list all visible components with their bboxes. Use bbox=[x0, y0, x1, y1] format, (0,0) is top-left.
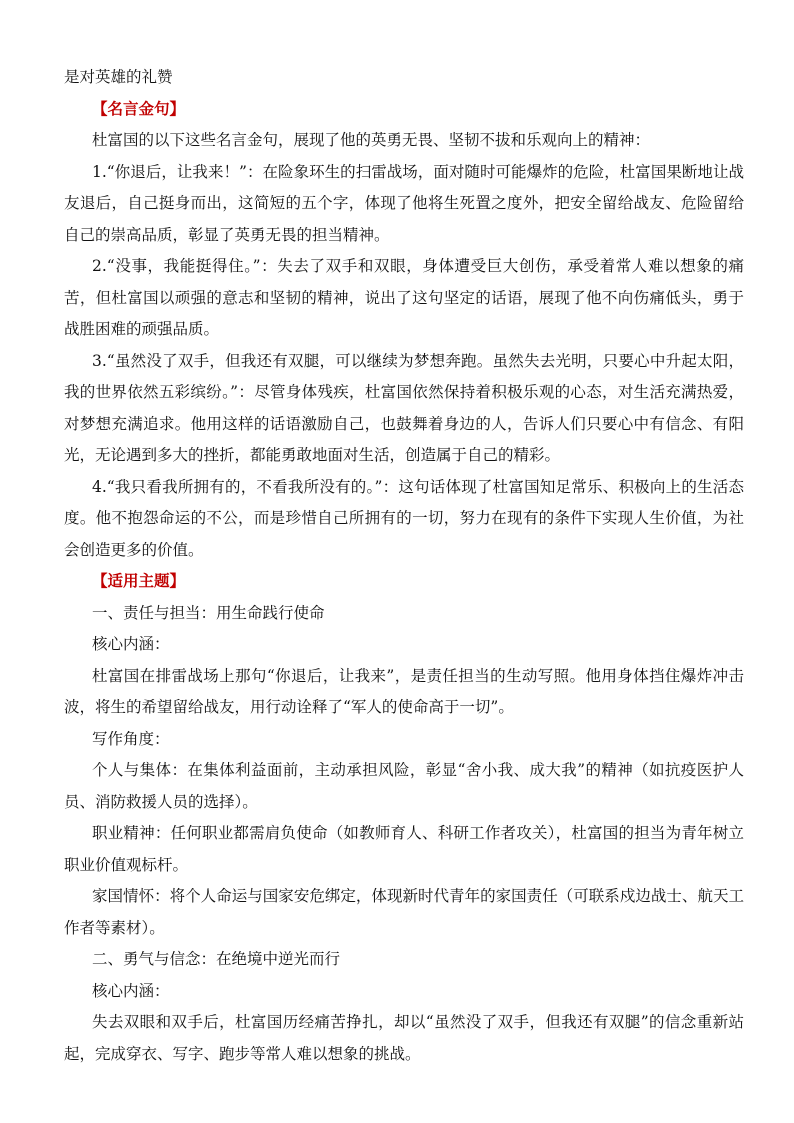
themes-heading: 【适用主题】 bbox=[92, 572, 186, 590]
theme-1-angle-3: 家国情怀：将个人命运与国家安危绑定，体现新时代青年的家国责任（可联系戍边战士、航天工作者等素材）。 bbox=[64, 887, 744, 937]
theme-2-title: 二、勇气与信念：在绝境中逆光而行 bbox=[92, 950, 341, 968]
theme-1-title: 一、责任与担当：用生命践行使命 bbox=[92, 603, 325, 622]
quote-item-3: 3.“虽然没了双手，但我还有双腿，可以继续为梦想奔跑。虽然失去光明，只要心中升起太阳，我的世界依然五彩缤纷。”：尽管身体残疾，杜富国依然保持着积极乐观的心态，对生活充满热爱，对梦想充满追求。他用这样的话语激励自己，也鼓舞着身边的人，告诉人们只要心中有信念、有阳光，无论遇到多大的挫折，都能勇敢地面对生活，创造属于自己的精彩。 bbox=[64, 351, 744, 464]
theme-2-core-label: 核心内涵： bbox=[92, 981, 170, 1000]
theme-1-angle-1: 个人与集体：在集体利益面前，主动承担风险，彰显“舍小我、成大我”的精神（如抗疫医护人员、消防救援人员的选择）。 bbox=[64, 761, 744, 811]
document-body bbox=[64, 62, 744, 1070]
theme-2-core-text: 失去双眼和双手后，杜富国历经痛苦挣扎，却以“虽然没了双手，但我还有双腿”的信念重新站起，完成穿衣、写字、跑步等常人难以想象的挑战。 bbox=[64, 1013, 744, 1063]
quote-item-2: 2.“没事，我能挺得住。”：失去了双手和双眼，身体遭受巨大创伤，承受着常人难以想象的痛苦，但杜富国以顽强的意志和坚韧的精神，说出了这句坚定的话语，展现了他不向伤痛低头，勇于战胜困难的顽强品质。 bbox=[64, 257, 744, 338]
theme-1-angle-2: 职业精神：任何职业都需肩负使命（如教师育人、科研工作者攻关），杜富国的担当为青年树立职业价值观标杆。 bbox=[64, 824, 744, 874]
quotes-lead: 杜富国的以下这些名言金句，展现了他的英勇无畏、坚韧不拔和乐观向上的精神： bbox=[92, 131, 651, 149]
theme-1-angle-label: 写作角度： bbox=[92, 729, 170, 748]
quotes-heading: 【名言金句】 bbox=[92, 99, 186, 118]
theme-1-core-text: 杜富国在排雷战场上那句“你退后，让我来”，是责任担当的生动写照。他用身体挡住爆炸冲击波，将生的希望留给战友，用行动诠释了“军人的使命高于一切”。 bbox=[64, 666, 744, 716]
quote-item-1: 1.“你退后，让我来！”：在险象环生的扫雷战场，面对随时可能爆炸的危险，杜富国果断地让战友退后，自己挺身而出，这简短的五个字，体现了他将生死置之度外，把安全留给战友、危险留给自己的崇高品质，彰显了英勇无畏的担当精神。 bbox=[64, 162, 744, 244]
quote-item-4: 4.“我只看我所拥有的，不看我所没有的。”：这句话体现了杜富国知足常乐、积极向上的生活态度。他不抱怨命运的不公，而是珍惜自己所拥有的一切，努力在现有的条件下实现人生价值，为社会创造更多的价值。 bbox=[64, 477, 744, 559]
intro-line: 是对英雄的礼赞 bbox=[64, 68, 173, 86]
theme-1-core-label: 核心内涵： bbox=[92, 635, 170, 653]
